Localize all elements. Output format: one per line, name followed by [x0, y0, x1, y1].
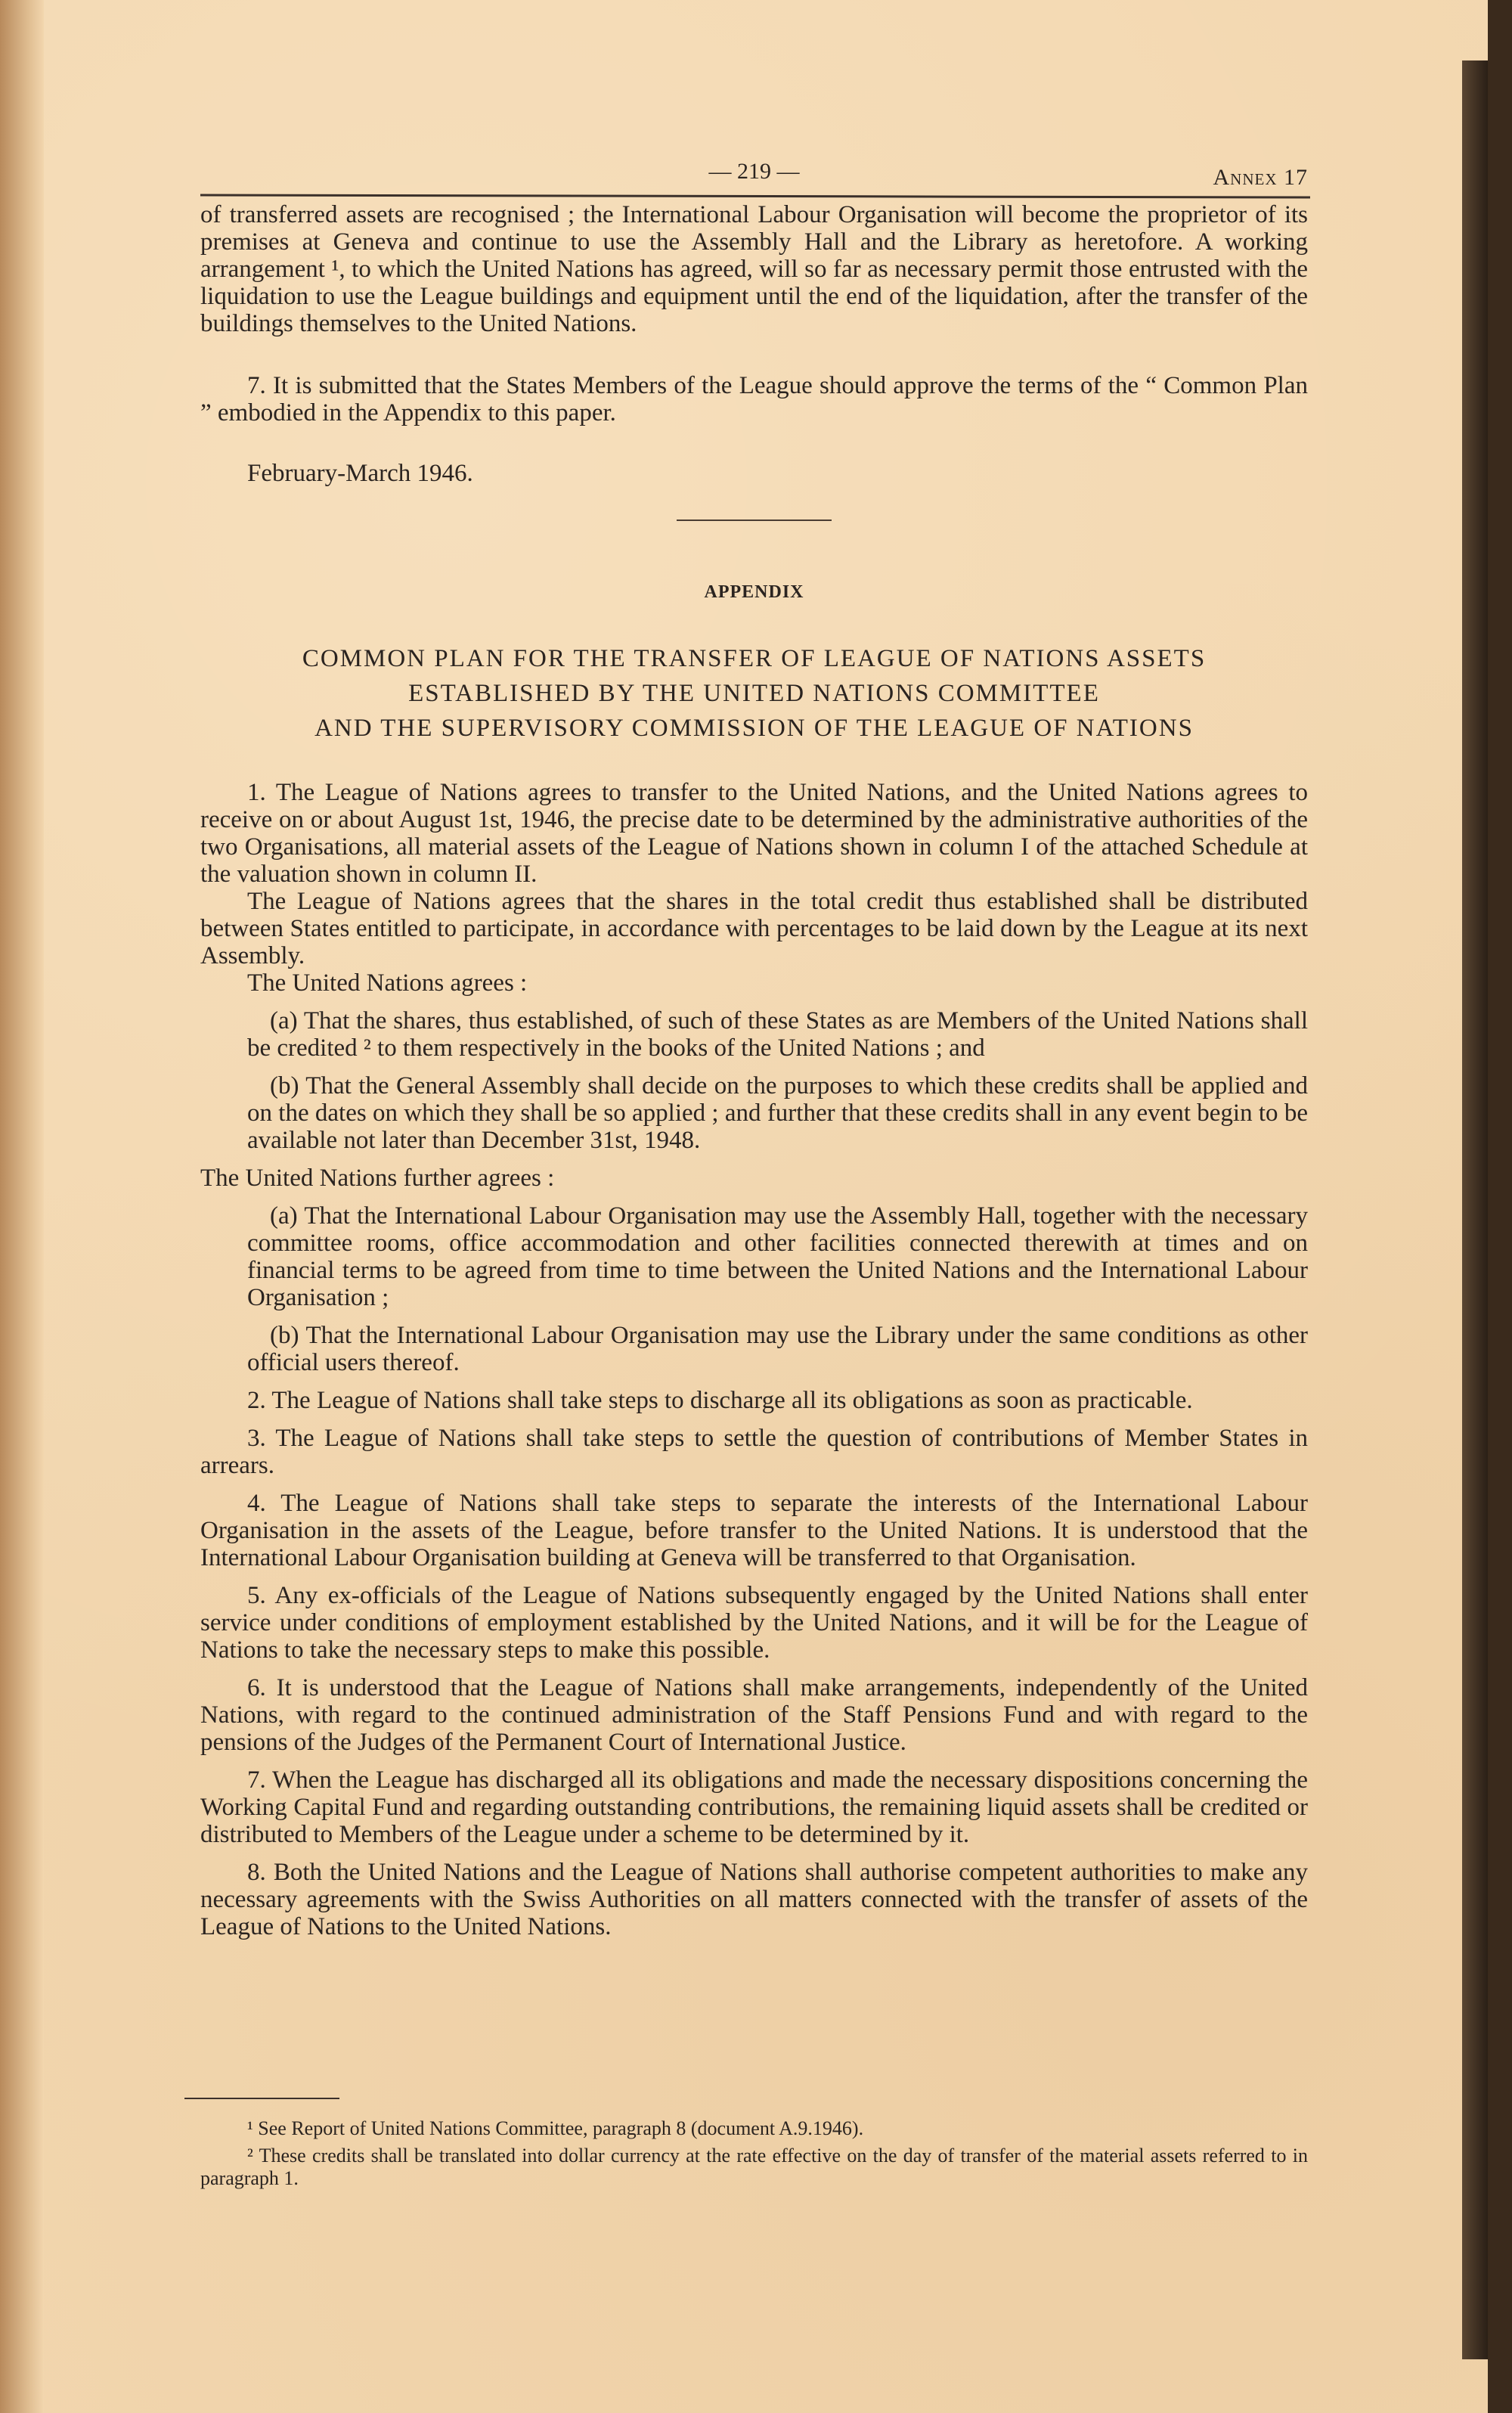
appendix-paragraph-1b: The League of Nations agrees that the shares in the total credit thus established shall be distributed between States entitled to participate, in accordance with percentages to be laid down by the League at its next Assembly.: [200, 888, 1308, 969]
appendix-body: [200, 779, 1308, 1940]
appendix-title-line: ESTABLISHED BY THE UNITED NATIONS COMMITTEE: [408, 680, 1100, 707]
date-line: February-March 1946.: [247, 460, 473, 487]
footnote-2: ² These credits shall be translated into dollar currency at the rate effective on the day of transfer of the material assets referred to in paragraph 1.: [200, 2145, 1308, 2189]
appendix-paragraph-1d: The United Nations further agrees :: [200, 1165, 555, 1192]
appendix-paragraph-3: 3. The League of Nations shall take steps to settle the question of contributions of Member States in arrears.: [200, 1425, 1308, 1479]
clause-1c-b: (b) That the General Assembly shall decide on the purposes to which these credits shall be applied and on the dates on which they shall be so applied ; and further that these credits shall in any event begin to be available not later than December 31st, 1948.: [247, 1072, 1308, 1154]
page-edge: [1462, 60, 1488, 2359]
annex-label: Annex 17: [1213, 165, 1308, 190]
appendix-title-line: AND THE SUPERVISORY COMMISSION OF THE LEAGUE OF NATIONS: [314, 715, 1194, 742]
appendix-title-line: COMMON PLAN FOR THE TRANSFER OF LEAGUE OF NATIONS ASSETS: [302, 645, 1207, 672]
appendix-paragraph-1c: The United Nations agrees :: [247, 969, 528, 997]
footnotes: [200, 2117, 1308, 2190]
appendix-paragraph-4: 4. The League of Nations shall take steps to separate the interests of the International Labour Organisation in the assets of the League, before transfer to the United Nations. It is understood that the International Labour Organisation building at Geneva will be transferred to that Organisation.: [200, 1490, 1308, 1571]
page-binding-shadow: [0, 0, 44, 2413]
page-number: — 219 —: [708, 159, 800, 184]
appendix-paragraph-6: 6. It is understood that the League of Nations shall make arrangements, independently of the United Nations, with regard to the continued administration of the Staff Pensions Fund and with regard to the pensions of the Judges of the Permanent Court of International Justice.: [200, 1674, 1308, 1756]
appendix-title: [200, 641, 1308, 746]
section-divider: [677, 520, 832, 521]
footnote-rule: [184, 2098, 339, 2099]
clause-1c-a: (a) That the shares, thus established, of such of these States as are Members of the United Nations shall be credited ² to them respectively in the books of the United Nations ; and: [247, 1007, 1308, 1062]
intro-section: [200, 201, 1308, 487]
appendix-paragraph-7: 7. When the League has discharged all its obligations and made the necessary dispositions concerning the Working Capital Fund and regarding outstanding contributions, the remaining liquid assets shall be credited or distributed to Members of the League under a scheme to be determined by it.: [200, 1766, 1308, 1848]
appendix-paragraph-5: 5. Any ex-officials of the League of Nations subsequently engaged by the United Nations shall enter service under conditions of employment established by the United Nations, and it will be for the League of Nations to take the necessary steps to make this possible.: [200, 1582, 1308, 1664]
appendix-paragraph-1: 1. The League of Nations agrees to transfer to the United Nations, and the United Nations agrees to receive on or about August 1st, 1946, the precise date to be determined by the administrative authorities of the two Organisations, all material assets of the League of Nations shown in column I of the attached Schedule at the valuation shown in column II.: [200, 779, 1308, 888]
clause-1d-a: (a) That the International Labour Organisation may use the Assembly Hall, together with the necessary committee rooms, office accommodation and other facilities connected therewith at times and on financial terms to be agreed from time to time between the United Nations and the International Labour Organisation ;: [247, 1202, 1308, 1311]
appendix-paragraph-8: 8. Both the United Nations and the League of Nations shall authorise competent authorities to make any necessary agreements with the Swiss Authorities on all matters connected with the transfer of assets of the League of Nations to the United Nations.: [200, 1859, 1308, 1940]
footnote-1: ¹ See Report of United Nations Committee, paragraph 8 (document A.9.1946).: [247, 2117, 864, 2139]
running-header: [200, 159, 1308, 197]
continuation-paragraph: of transferred assets are recognised ; the International Labour Organisation will become the proprietor of its premises at Geneva and continue to use the Assembly Hall and the Library as heretofore. A working arrangement ¹, to which the United Nations has agreed, will so far as necessary permit those entrusted with the liquidation to use the League buildings and equipment until the end of the liquidation, after the transfer of the buildings themselves to the United Nations.: [200, 201, 1308, 337]
appendix-label: APPENDIX: [704, 582, 804, 602]
appendix-paragraph-2: 2. The League of Nations shall take steps to discharge all its obligations as soon as practicable.: [247, 1387, 1193, 1414]
paragraph-7: 7. It is submitted that the States Members of the League should approve the terms of the “ Common Plan ” embodied in the Appendix to this paper.: [200, 372, 1308, 426]
clause-1d-b: (b) That the International Labour Organisation may use the Library under the same conditions as other official users thereof.: [247, 1322, 1308, 1376]
